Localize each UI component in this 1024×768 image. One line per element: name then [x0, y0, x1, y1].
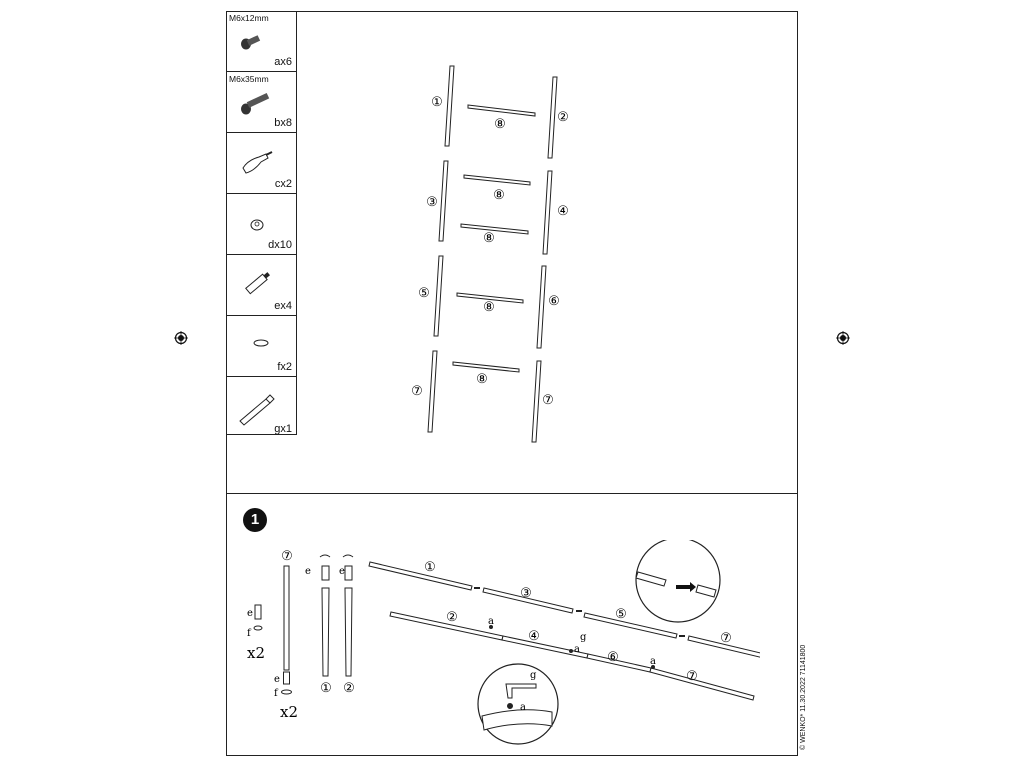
label-f: f: [247, 628, 251, 639]
joint-dash: [679, 635, 685, 637]
part-a: [226, 11, 296, 72]
rail-segment-6: [587, 654, 651, 672]
dowel-e: [284, 672, 290, 684]
label-3: ③: [426, 195, 438, 210]
rail-4: [543, 171, 552, 254]
part-qty: cx2: [274, 178, 292, 190]
part-spec: M6x12mm: [229, 13, 269, 23]
part-b: [226, 72, 296, 133]
section-divider: [226, 493, 798, 494]
label-e: e: [305, 566, 311, 577]
label-8: ⑧: [483, 300, 495, 315]
bolt-a-detail: [507, 703, 513, 709]
step1-diagram: [240, 540, 760, 750]
label-f: f: [274, 688, 278, 699]
detail-circle-bolt: [478, 664, 558, 744]
label-7-left: ⑦: [411, 384, 423, 399]
rail-7-right: [532, 361, 541, 442]
rail-2: [548, 77, 557, 158]
quantity-x2: x2: [280, 703, 299, 721]
rail-1: [445, 66, 454, 146]
label-e: e: [274, 674, 280, 685]
label-5: ⑤: [615, 607, 627, 622]
step-number-badge: 1: [243, 508, 267, 532]
label-7: ⑦: [686, 669, 698, 684]
label-a: a: [650, 656, 656, 667]
label-8: ⑧: [483, 231, 495, 246]
joint-dash: [576, 610, 582, 612]
rung: [468, 105, 535, 116]
part-qty: dx10: [268, 239, 292, 251]
overview-exploded-diagram: [400, 55, 600, 445]
label-6: ⑥: [607, 650, 619, 665]
part-qty: fx2: [277, 361, 292, 373]
label-2: ②: [446, 610, 458, 625]
label-e: e: [247, 608, 253, 619]
label-4: ④: [528, 629, 540, 644]
part-f: [226, 316, 296, 377]
part-e: [226, 255, 296, 316]
disc-pad-f: [254, 626, 262, 630]
label-5: ⑤: [418, 286, 430, 301]
joint-dash: [474, 587, 480, 589]
label-7-right: ⑦: [542, 393, 554, 408]
label-4: ④: [557, 204, 569, 219]
part-qty: ax6: [274, 56, 292, 68]
dowel-e: [345, 566, 352, 580]
registration-mark-right-icon: [836, 331, 850, 345]
label-2: ②: [557, 110, 569, 125]
dowel-e: [322, 566, 329, 580]
label-a: a: [520, 702, 526, 713]
rail-segment-1: [369, 562, 472, 590]
label-1: ①: [320, 681, 332, 696]
label-7: ⑦: [281, 549, 293, 564]
disc-pad-f: [282, 690, 292, 694]
rail-3: [439, 161, 448, 241]
rail-segment-7-lower: [650, 668, 754, 700]
label-3: ③: [520, 586, 532, 601]
rail-6: [537, 266, 546, 348]
label-g: g: [530, 670, 537, 681]
rail-2-vertical: [345, 588, 352, 676]
part-qty: ex4: [274, 300, 292, 312]
label-g: g: [580, 632, 587, 643]
rail-5: [434, 256, 443, 336]
parts-list: [226, 11, 297, 435]
dowel-e: [255, 605, 261, 619]
washer-cap-icon: [320, 555, 330, 557]
part-d: [226, 194, 296, 255]
bolt-a: [569, 649, 573, 653]
quantity-x2: x2: [247, 644, 266, 662]
label-8: ⑧: [494, 117, 506, 132]
label-1: ①: [424, 560, 436, 575]
label-1: ①: [431, 95, 443, 110]
label-7: ⑦: [720, 631, 732, 646]
washer-cap-icon: [343, 555, 353, 557]
label-e: e: [339, 566, 345, 577]
part-spec: M6x35mm: [229, 74, 269, 84]
label-2: ②: [343, 681, 355, 696]
label-a: a: [574, 644, 580, 655]
label-a: a: [488, 616, 494, 627]
label-6: ⑥: [548, 294, 560, 309]
copyright-notice: © WENKO* 11.30.2022 71141800: [800, 644, 807, 750]
registration-mark-left-icon: [174, 331, 188, 345]
rail-1-vertical: [322, 588, 329, 676]
part-g: [226, 377, 296, 438]
rung: [464, 175, 530, 185]
label-8: ⑧: [493, 188, 505, 203]
part-qty: gx1: [274, 423, 292, 435]
label-8: ⑧: [476, 372, 488, 387]
part-qty: bx8: [274, 117, 292, 129]
rung: [453, 362, 519, 372]
part-c: [226, 133, 296, 194]
rail-7-vertical: [284, 566, 289, 670]
rail-7-left: [428, 351, 437, 432]
